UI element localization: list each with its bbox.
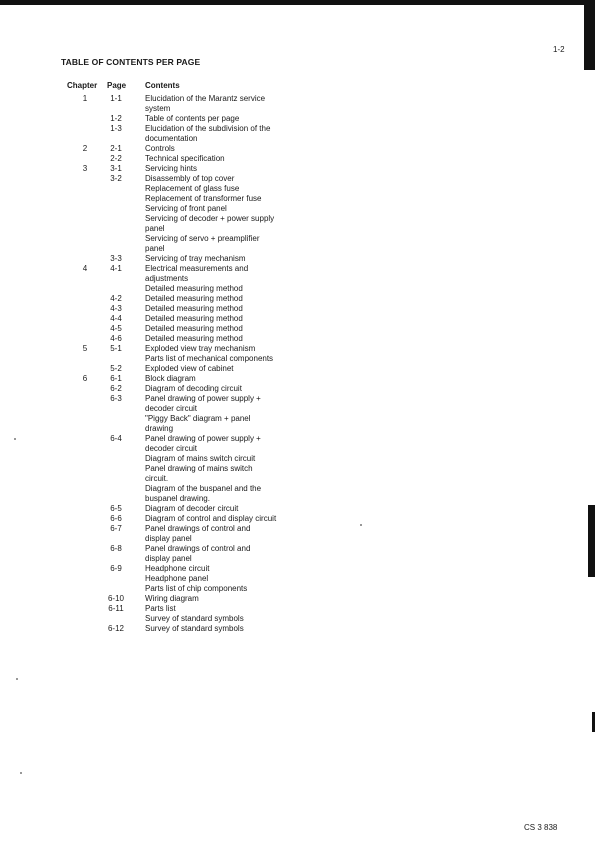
toc-contents: Servicing of tray mechanism: [145, 254, 246, 263]
scan-speck: [20, 772, 22, 774]
toc-contents: buspanel drawing.: [145, 494, 210, 503]
toc-contents: Detailed measuring method: [145, 314, 243, 323]
toc-contents: "Piggy Back" diagram + panel: [145, 414, 251, 423]
toc-contents: Detailed measuring method: [145, 304, 243, 313]
toc-contents: Parts list of chip components: [145, 584, 248, 593]
toc-contents: Table of contents per page: [145, 114, 240, 123]
toc-contents: Survey of standard symbols: [145, 614, 244, 623]
toc-row: [0, 384, 595, 394]
toc-row: [0, 294, 595, 304]
toc-row: [0, 304, 595, 314]
toc-contents: Panel drawing of power supply +: [145, 394, 261, 403]
toc-row: [0, 584, 595, 594]
toc-page: 5-1: [110, 344, 122, 353]
toc-page: 3-1: [110, 164, 122, 173]
toc-row: [0, 504, 595, 514]
toc-contents: circuit.: [145, 474, 169, 483]
toc-chapter: 2: [82, 144, 88, 153]
toc-row: [0, 214, 595, 224]
toc-row: [0, 334, 595, 344]
toc-contents: Diagram of control and display circuit: [145, 514, 277, 523]
toc-contents: Wiring diagram: [145, 594, 199, 603]
toc-row: [0, 414, 595, 424]
contents-column-header: Contents: [145, 81, 180, 90]
page-column-header: Page: [107, 81, 127, 90]
toc-row: [0, 144, 595, 154]
toc-contents: Detailed measuring method: [145, 324, 243, 333]
toc-chapter: 3: [82, 164, 88, 173]
toc-chapter: 4: [82, 264, 88, 273]
document-code: CS 3 838: [524, 823, 558, 832]
toc-contents: Replacement of transformer fuse: [145, 194, 262, 203]
toc-row: [0, 184, 595, 194]
toc-chapter: 1: [82, 94, 88, 103]
toc-contents: drawing: [145, 424, 174, 433]
toc-page: 6-9: [110, 564, 122, 573]
scan-speck: [14, 438, 16, 440]
toc-row: [0, 174, 595, 184]
toc-contents: Replacement of glass fuse: [145, 184, 240, 193]
toc-row: [0, 324, 595, 334]
toc-row: [0, 164, 595, 174]
page-title: TABLE OF CONTENTS PER PAGE: [61, 57, 201, 67]
toc-contents: Panel drawing of power supply +: [145, 434, 261, 443]
toc-row: [0, 244, 595, 254]
toc-row: [0, 254, 595, 264]
toc-contents: documentation: [145, 134, 198, 143]
toc-contents: Panel drawing of mains switch: [145, 464, 253, 473]
toc-row: [0, 404, 595, 414]
toc-row: [0, 344, 595, 354]
toc-contents: Headphone panel: [145, 574, 209, 583]
toc-contents: Diagram of decoding circuit: [145, 384, 242, 393]
toc-contents: Servicing of servo + preamplifier: [145, 234, 260, 243]
toc-page: 6-11: [108, 604, 124, 613]
toc-row: [0, 484, 595, 494]
toc-contents: Panel drawings of control and: [145, 544, 251, 553]
toc-contents: Diagram of the buspanel and the: [145, 484, 262, 493]
toc-page: 6-8: [110, 544, 122, 553]
toc-page: 1-2: [110, 114, 122, 123]
toc-row: [0, 94, 595, 104]
toc-contents: Diagram of mains switch circuit: [145, 454, 256, 463]
toc-row: [0, 374, 595, 384]
toc-chapter: 5: [82, 344, 88, 353]
toc-row: [0, 284, 595, 294]
toc-row: [0, 104, 595, 114]
toc-contents: Detailed measuring method: [145, 294, 243, 303]
toc-contents: Servicing of decoder + power supply: [145, 214, 275, 223]
toc-row: [0, 424, 595, 434]
toc-contents: Exploded view tray mechanism: [145, 344, 256, 353]
toc-row: [0, 454, 595, 464]
toc-contents: display panel: [145, 534, 192, 543]
toc-contents: system: [145, 104, 171, 113]
toc-contents: Panel drawings of control and: [145, 524, 251, 533]
toc-row: [0, 194, 595, 204]
toc-contents: Headphone circuit: [145, 564, 210, 573]
toc-contents: panel: [145, 224, 165, 233]
toc-contents: Servicing hints: [145, 164, 198, 173]
toc-row: [0, 464, 595, 474]
toc-page: 3-3: [110, 254, 122, 263]
toc-page: 2-1: [110, 144, 122, 153]
chapter-column-header: Chapter: [67, 81, 98, 90]
toc-page: 2-2: [110, 154, 122, 163]
toc-page: 1-3: [110, 124, 122, 133]
toc-row: [0, 554, 595, 564]
toc-row: [0, 434, 595, 444]
toc-page: 6-2: [110, 384, 122, 393]
toc-contents: Technical specification: [145, 154, 225, 163]
toc-contents: Disassembly of top cover: [145, 174, 235, 183]
toc-row: [0, 534, 595, 544]
toc-row: [0, 574, 595, 584]
page-number: 1-2: [553, 45, 565, 54]
toc-row: [0, 264, 595, 274]
toc-row: [0, 234, 595, 244]
toc-row: [0, 494, 595, 504]
toc-page: 4-1: [110, 264, 122, 273]
toc-page: 4-5: [110, 324, 122, 333]
toc-page: 5-2: [110, 364, 122, 373]
toc-row: [0, 604, 595, 614]
scan-speck: [360, 524, 362, 526]
toc-row: [0, 614, 595, 624]
toc-page: 6-1: [110, 374, 122, 383]
toc-page: 6-3: [110, 394, 122, 403]
toc-contents: Parts list of mechanical components: [145, 354, 274, 363]
toc-contents: adjustments: [145, 274, 189, 283]
toc-page: 6-6: [110, 514, 122, 523]
toc-contents: decoder circuit: [145, 444, 198, 453]
toc-row: [0, 354, 595, 364]
toc-row: [0, 514, 595, 524]
toc-contents: Elucidation of the Marantz service: [145, 94, 266, 103]
toc-contents: Electrical measurements and: [145, 264, 249, 273]
toc-row: [0, 224, 595, 234]
toc-row: [0, 564, 595, 574]
toc-row: [0, 314, 595, 324]
toc-contents: display panel: [145, 554, 192, 563]
toc-page: 6-5: [110, 504, 122, 513]
toc-contents: decoder circuit: [145, 404, 198, 413]
toc-contents: Detailed measuring method: [145, 334, 243, 343]
toc-row: [0, 114, 595, 124]
toc-page: 4-3: [110, 304, 122, 313]
toc-page: 3-2: [110, 174, 122, 183]
toc-contents: Block diagram: [145, 374, 196, 383]
toc-row: [0, 154, 595, 164]
toc-page: 1-1: [110, 94, 122, 103]
toc-row: [0, 624, 595, 634]
toc-row: [0, 274, 595, 284]
toc-row: [0, 524, 595, 534]
toc-row: [0, 444, 595, 454]
toc-contents: Servicing of front panel: [145, 204, 227, 213]
toc-contents: Detailed measuring method: [145, 284, 243, 293]
toc-row: [0, 544, 595, 554]
toc-chapter: 6: [82, 374, 88, 383]
toc-contents: Parts list: [145, 604, 176, 613]
toc-row: [0, 204, 595, 214]
toc-contents: Exploded view of cabinet: [145, 364, 234, 373]
toc-row: [0, 364, 595, 374]
toc-row: [0, 394, 595, 404]
toc-row: [0, 134, 595, 144]
toc-page: 6-12: [107, 624, 124, 633]
toc-row: [0, 594, 595, 604]
top-border: [0, 0, 595, 5]
toc-page: 6-4: [110, 434, 122, 443]
scan-speck: [16, 678, 18, 680]
toc-contents: Survey of standard symbols: [145, 624, 244, 633]
toc-page: 4-6: [110, 334, 122, 343]
toc-contents: Elucidation of the subdivision of the: [145, 124, 271, 133]
toc-row: [0, 124, 595, 134]
toc-page: 4-2: [110, 294, 122, 303]
toc-row: [0, 474, 595, 484]
toc-page: 6-7: [110, 524, 122, 533]
toc-contents: Diagram of decoder circuit: [145, 504, 239, 513]
right-edge-tab: [584, 0, 595, 70]
toc-contents: Controls: [145, 144, 175, 153]
toc-page: 4-4: [110, 314, 122, 323]
table-of-contents: [0, 94, 595, 634]
toc-contents: panel: [145, 244, 165, 253]
toc-page: 6-10: [107, 594, 124, 603]
